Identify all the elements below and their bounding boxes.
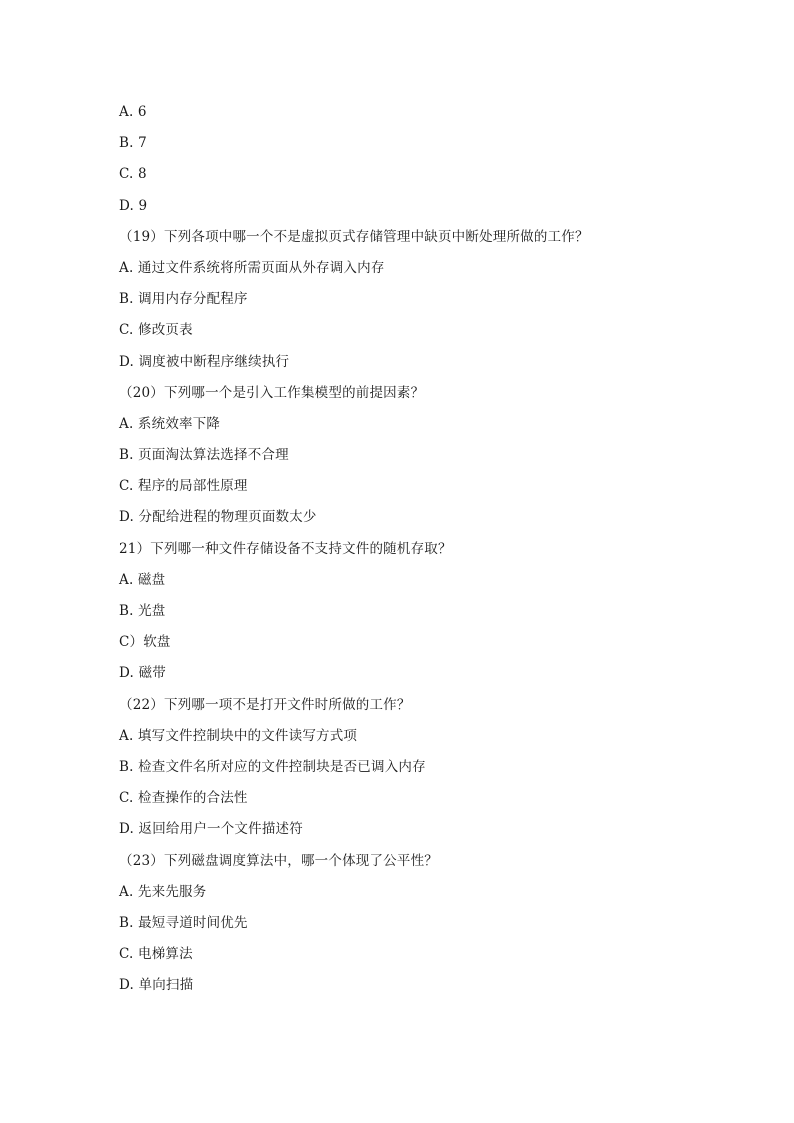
q19-option-a: A. 通过文件系统将所需页面从外存调入内存 <box>119 259 385 276</box>
question-20: （20）下列哪一个是引入工作集模型的前提因素？ <box>119 384 425 401</box>
q21-option-b: B. 光盘 <box>119 603 166 619</box>
q23-option-a: A. 先来先服务 <box>119 883 207 900</box>
q22-option-d: D. 返回给用户一个文件描述符 <box>119 821 303 838</box>
q23-option-c: C. 电梯算法 <box>119 946 193 963</box>
q21-option-c: C）软盘 <box>119 634 171 651</box>
option-a-prev: A. 6 <box>119 104 147 120</box>
option-b-prev: B. 7 <box>119 135 147 152</box>
q19-option-d: D. 调度被中断程序继续执行 <box>119 353 290 370</box>
option-d-prev: D. 9 <box>119 197 148 214</box>
q20-option-a: A. 系统效率下降 <box>119 415 221 432</box>
q21-option-a: A. 磁盘 <box>119 571 166 588</box>
q22-option-c: C. 检查操作的合法性 <box>119 790 248 807</box>
q19-option-b: B. 调用内存分配程序 <box>119 291 248 308</box>
q22-option-a: A. 填写文件控制块中的文件读写方式项 <box>119 727 358 744</box>
option-c-prev: C. 8 <box>119 166 147 183</box>
question-22: （22）下列哪一项不是打开文件时所做的工作？ <box>119 696 411 713</box>
q19-option-c: C. 修改页表 <box>119 322 193 339</box>
q23-option-d: D. 单向扫描 <box>119 977 194 994</box>
q22-option-b: B. 检查文件名所对应的文件控制块是否已调入内存 <box>119 758 426 775</box>
question-19: （19）下列各项中哪一个不是虚拟页式存储管理中缺页中断处理所做的工作？ <box>119 228 589 245</box>
q20-option-b: B. 页面淘汰算法选择不合理 <box>119 447 289 464</box>
question-23: （23）下列磁盘调度算法中，哪一个体现了公平性？ <box>119 852 438 869</box>
question-21: 21）下列哪一种文件存储设备不支持文件的随机存取？ <box>119 540 452 557</box>
q20-option-d: D. 分配给进程的物理页面数太少 <box>119 509 317 526</box>
q20-option-c: C. 程序的局部性原理 <box>119 478 248 495</box>
document-body <box>119 101 734 1005</box>
q23-option-b: B. 最短寻道时间优先 <box>119 914 248 931</box>
q21-option-d: D. 磁带 <box>119 665 166 682</box>
